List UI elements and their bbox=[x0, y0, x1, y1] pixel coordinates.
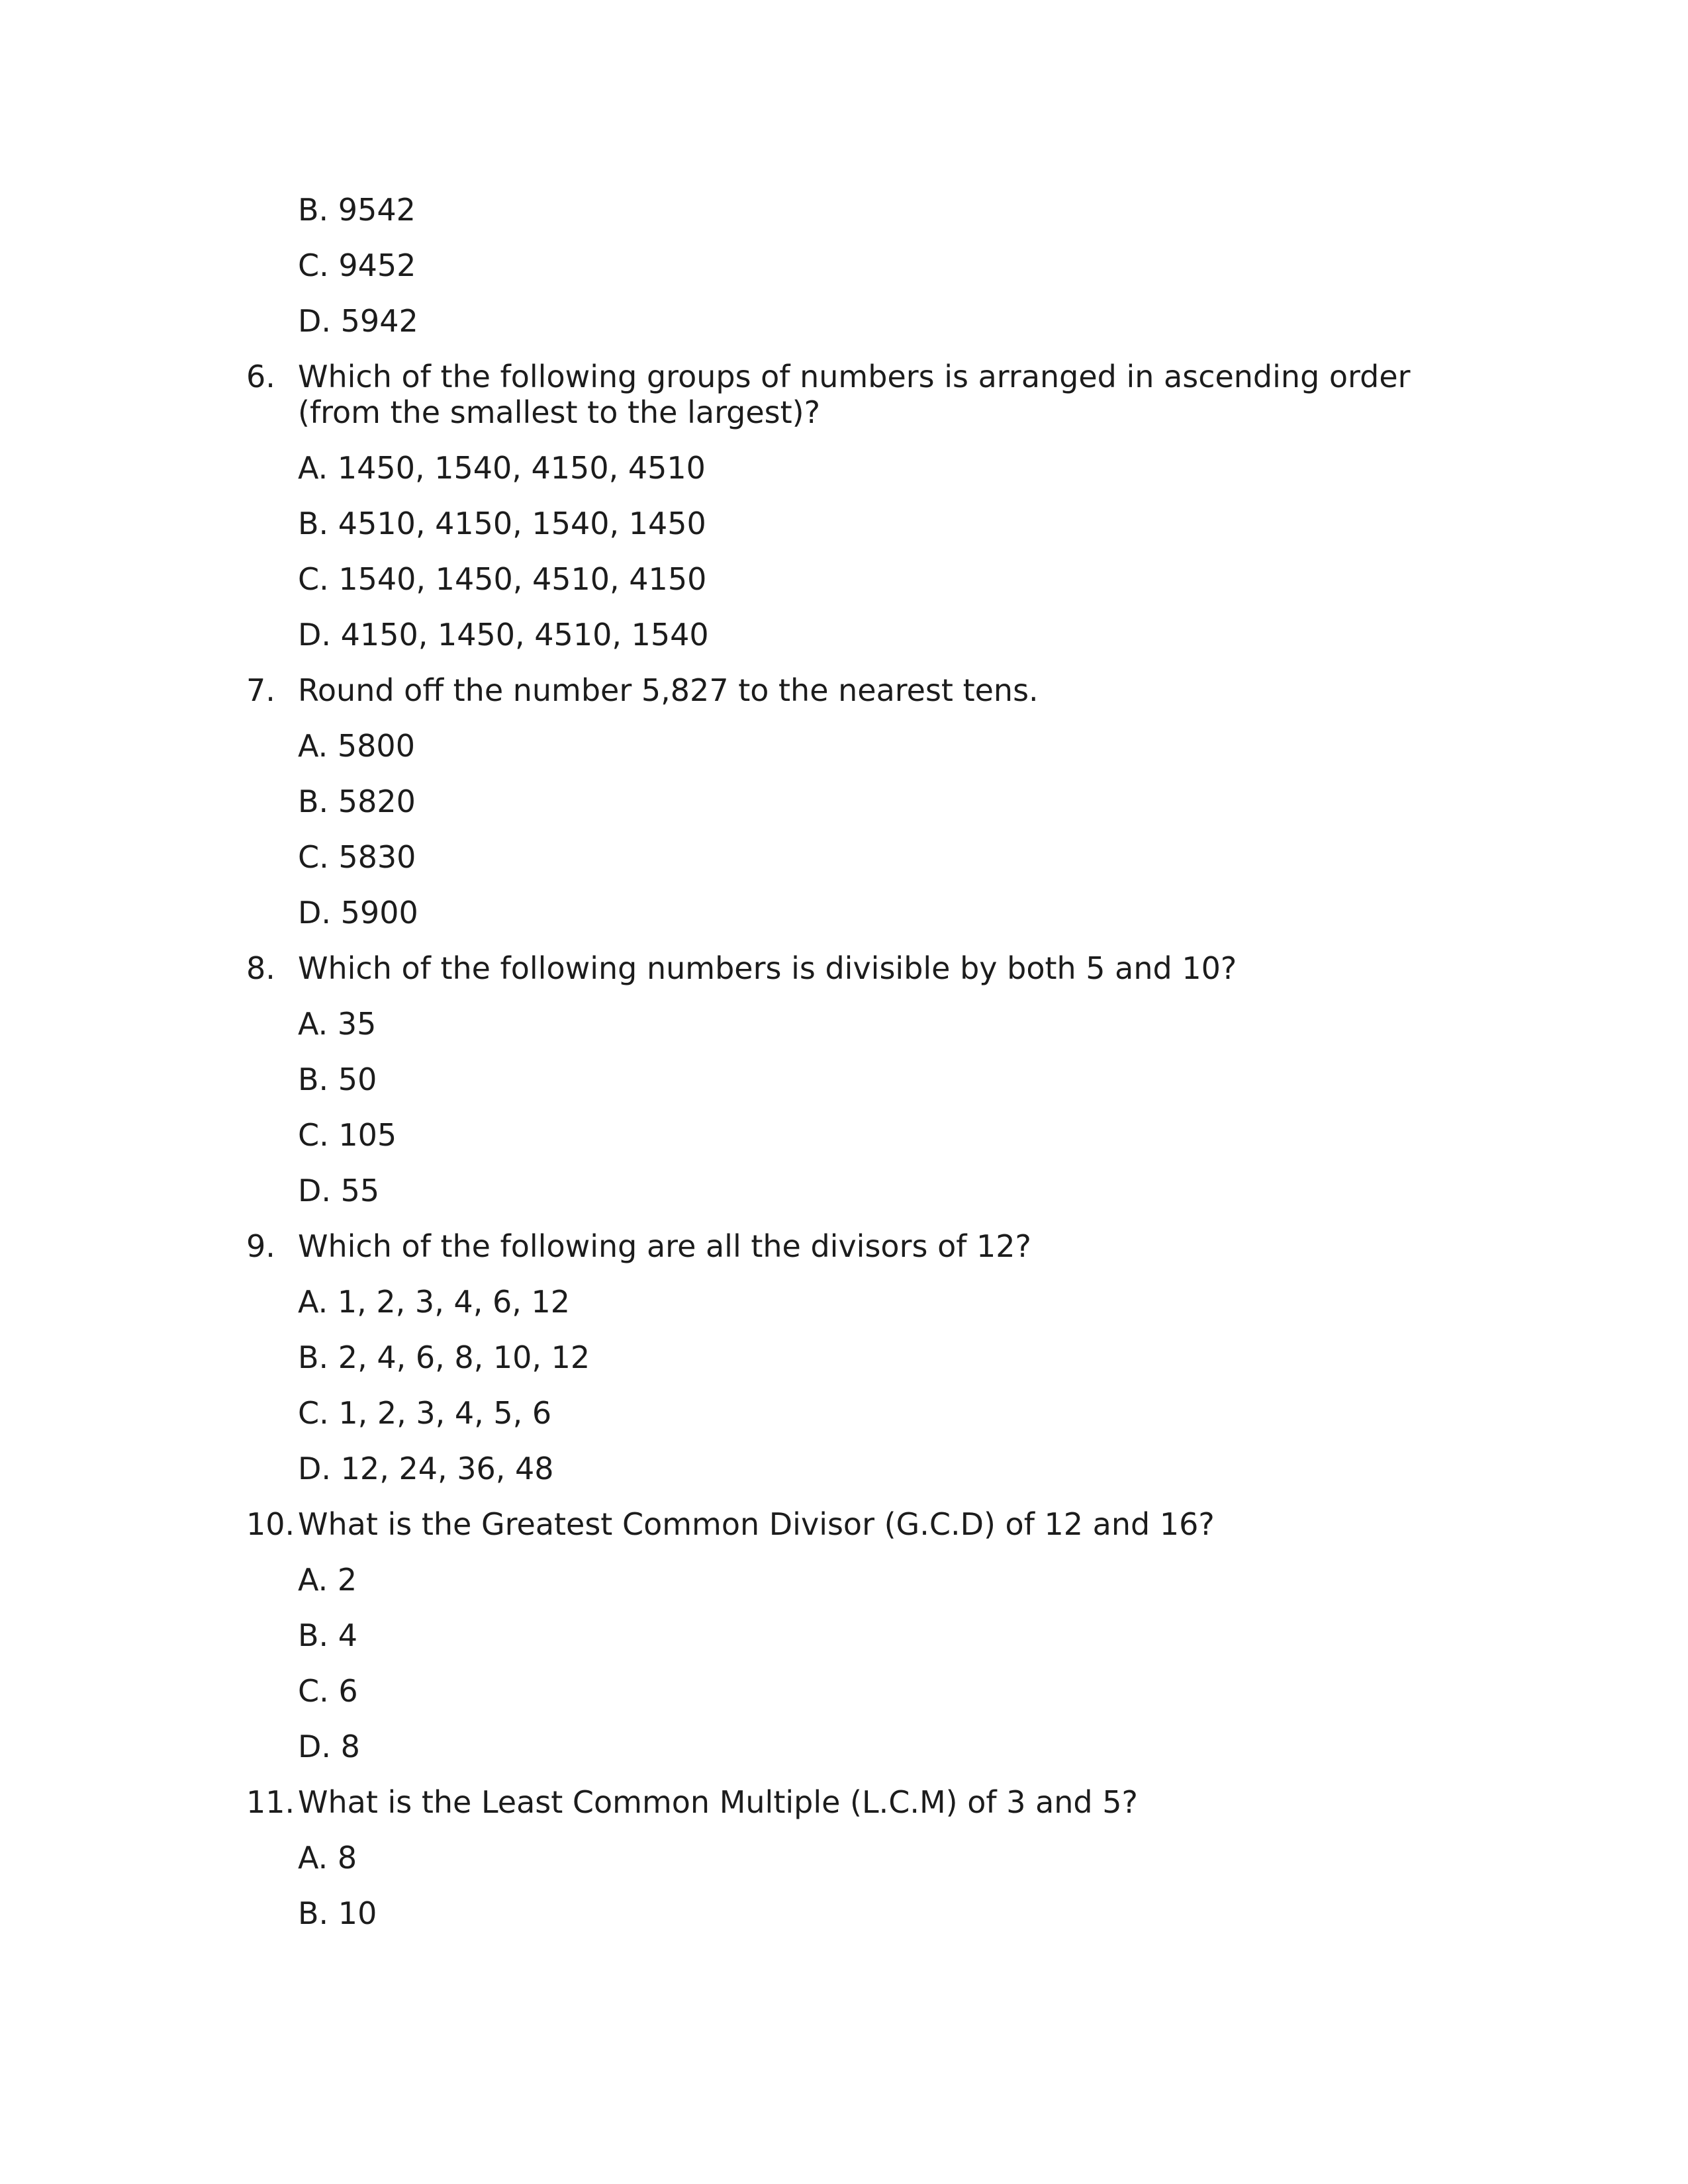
option: A. 5800 bbox=[298, 728, 415, 764]
question-number: 11. bbox=[246, 1784, 295, 1820]
question-row bbox=[0, 359, 1423, 430]
option: B. 5820 bbox=[298, 784, 416, 819]
question-10 bbox=[0, 1506, 1688, 1764]
question-text: What is the Greatest Common Divisor (G.C.D) of 12 and 16? bbox=[298, 1506, 1215, 1542]
question-11 bbox=[0, 1784, 1688, 1931]
option: D. 5942 bbox=[298, 303, 418, 339]
question-text: Which of the following groups of numbers is arranged in ascending order (from the smallest to the largest)? bbox=[298, 359, 1411, 430]
option: D. 5900 bbox=[298, 895, 418, 931]
option: B. 10 bbox=[298, 1895, 377, 1931]
option: A. 8 bbox=[298, 1840, 357, 1876]
question-row bbox=[0, 1506, 1423, 1542]
question-number: 10. bbox=[246, 1506, 295, 1542]
option: D. 4150, 1450, 4510, 1540 bbox=[298, 617, 709, 653]
question-6 bbox=[0, 359, 1688, 653]
option: A. 1, 2, 3, 4, 6, 12 bbox=[298, 1284, 570, 1320]
question-number: 7. bbox=[246, 672, 275, 708]
option: D. 12, 24, 36, 48 bbox=[298, 1451, 554, 1486]
option: B. 4 bbox=[298, 1617, 358, 1653]
question-row bbox=[0, 1784, 1423, 1820]
option: C. 1, 2, 3, 4, 5, 6 bbox=[298, 1395, 552, 1431]
question-row bbox=[0, 672, 1423, 708]
option: D. 8 bbox=[298, 1729, 360, 1764]
question-text: Which of the following numbers is divisible by both 5 and 10? bbox=[298, 950, 1237, 986]
question-number: 9. bbox=[246, 1228, 275, 1264]
option: A. 35 bbox=[298, 1006, 377, 1042]
question-row bbox=[0, 1228, 1423, 1264]
option: B. 50 bbox=[298, 1062, 377, 1097]
question-text: Round off the number 5,827 to the nearest tens. bbox=[298, 672, 1039, 708]
question-row bbox=[0, 950, 1423, 986]
option: C. 9452 bbox=[298, 248, 416, 283]
question-7 bbox=[0, 672, 1688, 931]
question-text: What is the Least Common Multiple (L.C.M) of 3 and 5? bbox=[298, 1784, 1138, 1820]
question-list bbox=[0, 359, 1688, 1951]
question-8 bbox=[0, 950, 1688, 1208]
option: C. 1540, 1450, 4510, 4150 bbox=[298, 561, 707, 597]
option: D. 55 bbox=[298, 1173, 380, 1208]
option: C. 6 bbox=[298, 1673, 358, 1709]
option: C. 5830 bbox=[298, 839, 416, 875]
question-number: 6. bbox=[246, 359, 275, 394]
option: B. 2, 4, 6, 8, 10, 12 bbox=[298, 1340, 590, 1375]
option: B. 4510, 4150, 1540, 1450 bbox=[298, 506, 706, 541]
option: A. 1450, 1540, 4150, 4510 bbox=[298, 450, 706, 486]
carryover-options bbox=[0, 192, 1688, 359]
question-text: Which of the following are all the divisors of 12? bbox=[298, 1228, 1031, 1264]
question-number: 8. bbox=[246, 950, 275, 986]
option: A. 2 bbox=[298, 1562, 357, 1598]
question-9 bbox=[0, 1228, 1688, 1486]
option: B. 9542 bbox=[298, 192, 416, 228]
option: C. 105 bbox=[298, 1117, 397, 1153]
